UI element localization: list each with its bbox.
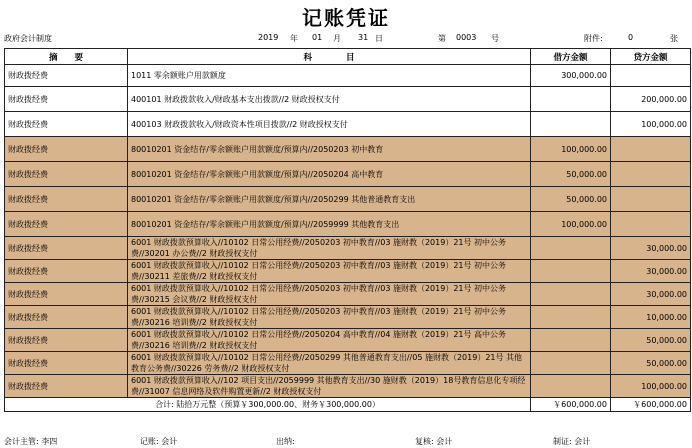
voucher-no-unit: 号 [491,34,499,43]
table-row [5,283,691,306]
col-header-credit: 贷方金额 [611,49,691,65]
row-summary: 财政拨经费 [5,375,128,398]
table-row [5,352,691,375]
voucher-title: 记账凭证 [302,6,390,30]
row-summary: 财政拨经费 [5,112,128,137]
supervisor-signature: 会计主管: 李四 [4,437,58,446]
total-debit: ￥600,000.00 [531,398,611,412]
row-subject: 6001 财政拨款预算收入//102 项目支出//2059999 其他教育支出//30 施财教（2019）18号教育信息化专项经费//31007 信息网络及软件购置更新//2 财政授权支付 [128,375,531,398]
row-credit: 50,000.00 [611,329,691,352]
table-row [5,329,691,352]
row-subject: 400103 财政拨款收入/财政资本性项目拨款//2 财政授权支付 [128,112,531,137]
voucher-table [4,48,691,412]
row-summary: 财政拨经费 [5,329,128,352]
row-credit [611,187,691,212]
row-debit [531,329,611,352]
table-row [5,260,691,283]
row-credit: 200,000.00 [611,87,691,112]
row-summary: 财政拨经费 [5,87,128,112]
year-unit: 年 [290,34,298,43]
row-subject: 6001 财政拨款预算收入//10102 日常公用经费//2050203 初中教育//03 施财教（2019）21号 初中公务费//30201 办公费//2 财政授权支付 [128,237,531,260]
row-debit [531,237,611,260]
col-header-debit: 借方金额 [531,49,611,65]
row-subject: 6001 财政拨款预算收入//10102 日常公用经费//2050203 初中教育//03 施财教（2019）21号 初中公务费//30211 差旅费//2 财政授权支付 [128,260,531,283]
row-debit [531,375,611,398]
row-subject: 1011 零余额账户用款额度 [128,65,531,87]
row-debit: 300,000.00 [531,65,611,87]
row-subject: 80010201 资金结存/零余额账户用款额度/预算内//2059999 其他教育支出 [128,212,531,237]
row-credit: 30,000.00 [611,237,691,260]
row-subject: 80010201 资金结存/零余额账户用款额度/预算内//2050299 其他普通教育支出 [128,187,531,212]
table-row [5,212,691,237]
row-subject: 400101 财政拨款收入/财政基本支出拨款//2 财政授权支付 [128,87,531,112]
voucher-footer [0,436,692,448]
maker-signature: 制证: 会计 [553,437,591,446]
reviewer-signature: 复核: 会计 [415,437,453,446]
row-debit: 100,000.00 [531,137,611,162]
row-debit [531,352,611,375]
row-credit: 10,000.00 [611,306,691,329]
row-credit [611,65,691,87]
row-summary: 财政拨经费 [5,237,128,260]
row-subject: 6001 财政拨款预算收入//10102 日常公用经费//2050299 其他普通教育支出//05 施财教（2019）21号 其他教育公务费//30226 劳务费//2 财政授权支付 [128,352,531,375]
col-header-subject: 科 目 [128,49,531,65]
row-credit: 30,000.00 [611,283,691,306]
row-summary: 财政拨经费 [5,137,128,162]
row-debit [531,306,611,329]
voucher-day: 31 [358,33,369,42]
voucher-year: 2019 [258,33,279,42]
voucher-no-label: 第 [438,34,446,43]
accounting-system: 政府会计制度 [4,34,52,43]
voucher-month: 01 [312,33,323,42]
row-credit: 100,000.00 [611,112,691,137]
table-row [5,87,691,112]
voucher-no: 0003 [456,33,477,42]
table-row [5,306,691,329]
cashier-signature: 出纳: [276,437,295,446]
row-debit [531,283,611,306]
row-debit: 50,000.00 [531,162,611,187]
row-debit: 100,000.00 [531,212,611,237]
row-subject: 6001 财政拨款预算收入//10102 日常公用经费//2050203 初中教育//03 施财教（2019）21号 初中公务费//30216 培训费//2 财政授权支付 [128,306,531,329]
table-row [5,137,691,162]
attachment-count: 0 [628,33,634,42]
row-summary: 财政拨经费 [5,187,128,212]
row-credit [611,212,691,237]
row-subject: 6001 财政拨款预算收入//10102 日常公用经费//2050204 高中教育//04 施财教（2019）21号 高中公务费//30216 培训费//2 财政授权支付 [128,329,531,352]
row-credit [611,137,691,162]
day-unit: 日 [375,34,383,43]
total-row [5,398,691,412]
row-summary: 财政拨经费 [5,162,128,187]
row-debit: 50,000.00 [531,187,611,212]
table-row [5,112,691,137]
row-subject: 80010201 资金结存/零余额账户用款额度/预算内//2050204 高中教育 [128,162,531,187]
row-debit [531,87,611,112]
row-summary: 财政拨经费 [5,260,128,283]
total-credit: ￥600,000.00 [611,398,691,412]
table-row [5,162,691,187]
row-summary: 财政拨经费 [5,352,128,375]
attachment-label: 附件: [584,34,603,43]
attachment-unit: 张 [670,34,678,43]
row-subject: 6001 财政拨款预算收入//10102 日常公用经费//2050203 初中教育//03 施财教（2019）21号 初中公务费//30215 会议费//2 财政授权支付 [128,283,531,306]
table-row [5,375,691,398]
row-credit: 50,000.00 [611,352,691,375]
voucher-header [0,33,692,45]
row-summary: 财政拨经费 [5,283,128,306]
row-summary: 财政拨经费 [5,212,128,237]
table-row [5,187,691,212]
total-label: 合计: 陆拾万元整（预算￥300,000.00、财务￥300,000.00） [5,398,531,412]
table-header-row [5,49,691,65]
row-credit [611,162,691,187]
row-debit [531,260,611,283]
row-debit [531,112,611,137]
month-unit: 月 [333,34,341,43]
bookkeeper-signature: 记账: 会计 [140,437,178,446]
table-row [5,65,691,87]
col-header-summary: 摘 要 [5,49,128,65]
row-subject: 80010201 资金结存/零余额账户用款额度/预算内//2050203 初中教育 [128,137,531,162]
table-row [5,237,691,260]
row-summary: 财政拨经费 [5,65,128,87]
row-credit: 30,000.00 [611,260,691,283]
row-credit: 100,000.00 [611,375,691,398]
row-summary: 财政拨经费 [5,306,128,329]
